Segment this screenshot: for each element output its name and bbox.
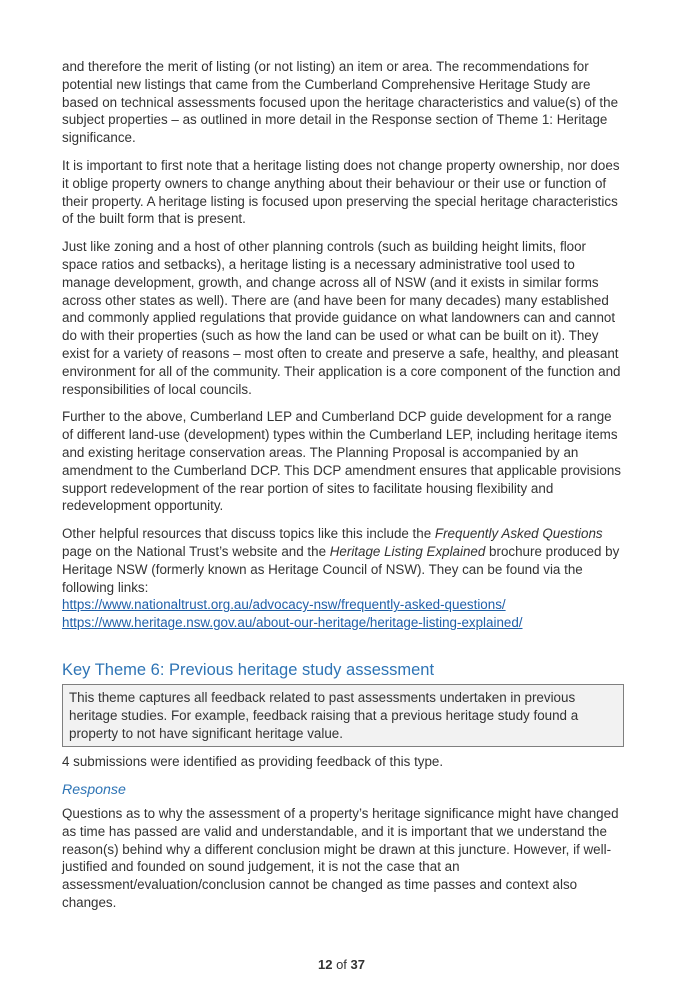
response-paragraph: Questions as to why the assessment of a property’s heritage significance might have changed as time has passed are valid and understandable, and it is important that we understand the reason(s) behind why a different conclusion might be drawn at this juncture. However, if well-justified and founded on sound judgement, it is not the case that an assessment/evaluation/conclusion cannot be changed as time passes and context also changes. (62, 806, 619, 911)
paragraph-planning-controls: Just like zoning and a host of other planning controls (such as building height limits, floor space ratios and setbacks), a heritage listing is a necessary administrative tool used to manage development, growth, and change across all of NSW (and it exists in similar forms across other states as well). There are (and have been for many decades) many established and commonly applied regulations that provide guidance on what landowners can and cannot do with their properties (such as how the land can be used or what can be built on it). They exist for a variety of reasons – most often to create and preserve a safe, healthy, and pleasant environment for all of the community. Their application is a core component of the function and responsibilities of local councils. (62, 239, 621, 397)
response-heading: Response (62, 782, 126, 799)
page-total: 37 (350, 957, 366, 972)
paragraph-listing-merit: and therefore the merit of listing (or not listing) an item or area. The recommendations for potential new listings that came from the Cumberland Comprehensive Heritage Study are based on technical assessments focused upon the heritage characteristics and value(s) of the subject properties – as outlined in more detail in the Response section of Theme 1: Heritage significance. (62, 59, 619, 146)
page-number (0, 957, 683, 972)
paragraph-ownership: It is important to first note that a heritage listing does not change property ownership, nor does it oblige property owners to change anything about their behaviour or their use or function of their property. A heritage listing is focused upon preserving the special heritage characteristics of the built form that is present. (62, 157, 620, 227)
heritage-listing-explained-title: Heritage Listing Explained (329, 543, 486, 559)
page-current: 12 (317, 957, 333, 972)
paragraph-resources (62, 525, 624, 632)
faq-title: Frequently Asked Questions (434, 526, 603, 542)
page-of: of (336, 957, 347, 972)
resources-text-3: brochure produced by Heritage NSW (formerly known as Heritage Council of NSW). They can be found via the following links: (62, 543, 620, 595)
paragraph-lep-dcp: Further to the above, Cumberland LEP and Cumberland DCP guide development for a range of different land-use (development) types within the Cumberland LEP, including heritage items and existing heritage conservation areas. The Planning Proposal is accompanied by an amendment to the Cumberland DCP. This DCP amendment ensures that applicable provisions support redevelopment of the rear portion of sites to facilitate housing flexibility and redevelopment opportunity. (62, 409, 621, 514)
link-heritage-listing-explained[interactable]: https://www.heritage.nsw.gov.au/about-our-heritage/heritage-listing-explained/ (62, 615, 523, 631)
theme-6-callout (62, 684, 624, 747)
theme-6-callout-text: This theme captures all feedback related to past assessments undertaken in previous heritage studies. For example, feedback raising that a previous heritage study found a property to not have significant heritage value. (69, 689, 579, 741)
resources-text-2: page on the National Trust’s website and the (62, 543, 330, 559)
theme-6-heading: Key Theme 6: Previous heritage study assessment (62, 660, 435, 679)
theme-6-submissions: 4 submissions were identified as providing feedback of this type. (62, 754, 444, 770)
link-national-trust-faq[interactable]: https://www.nationaltrust.org.au/advocacy-nsw/frequently-asked-questions/ (62, 597, 506, 613)
document-page (62, 58, 624, 922)
resources-text-1: Other helpful resources that discuss topics like this include the (62, 526, 435, 542)
